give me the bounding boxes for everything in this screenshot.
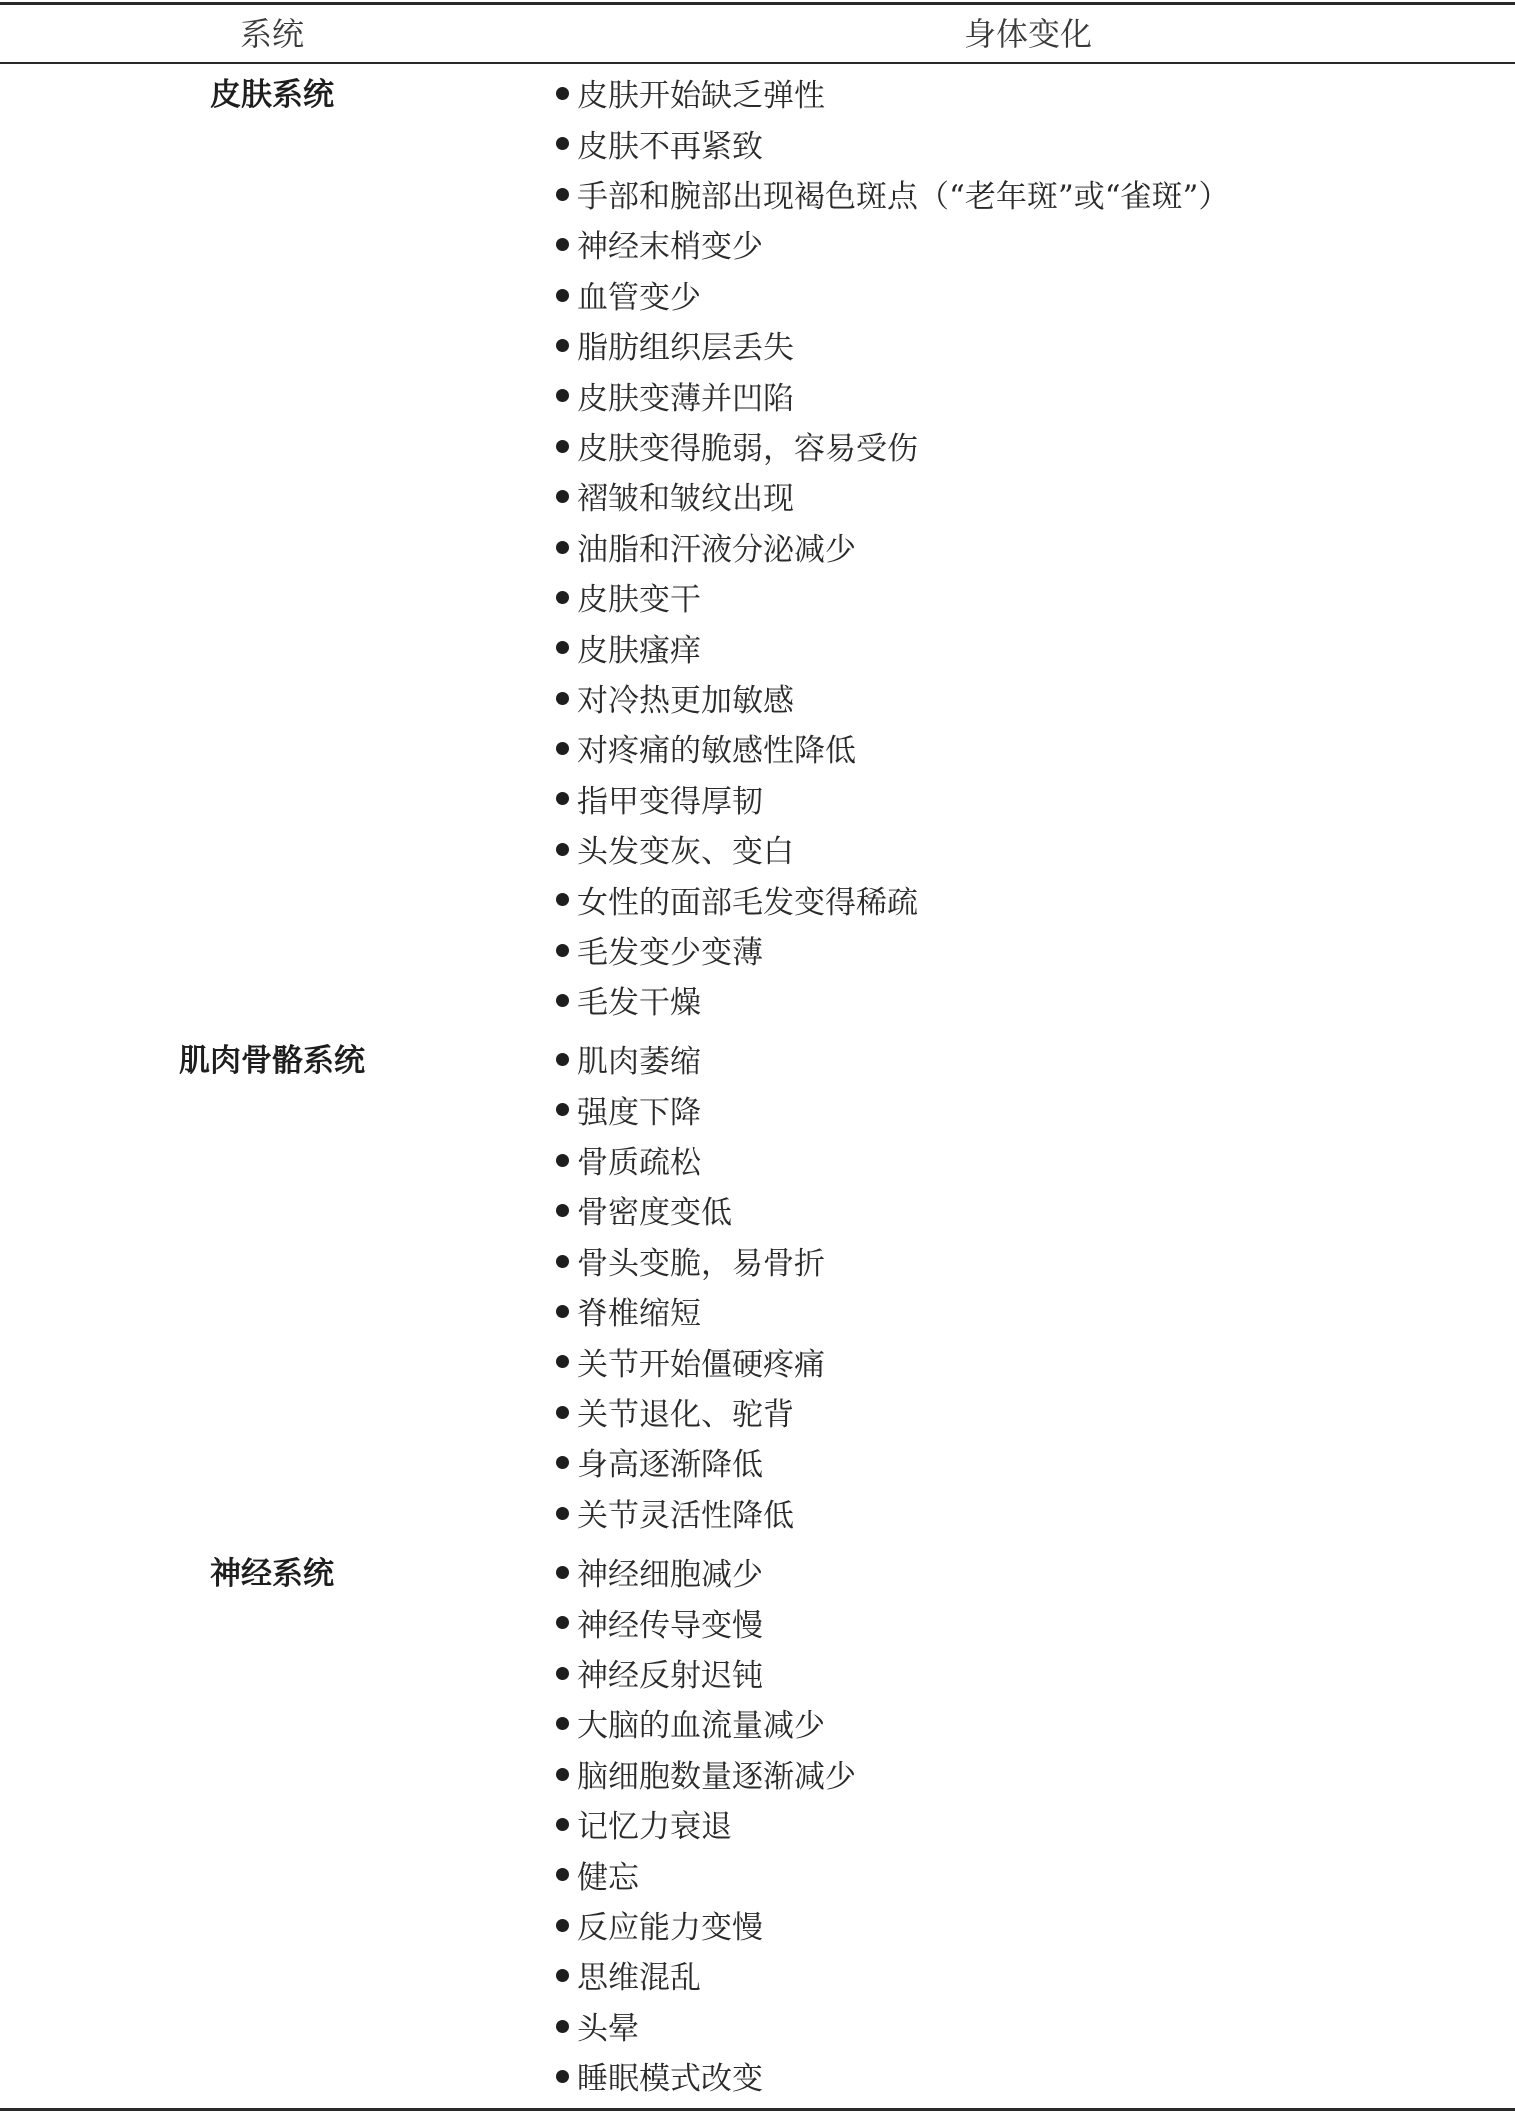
- list-item: [556, 1036, 825, 1086]
- list-item: [556, 1187, 825, 1237]
- change-text: 健忘: [577, 1859, 639, 1896]
- list-item: [556, 1902, 856, 1952]
- bullet-icon: [556, 2020, 569, 2033]
- bullet-icon: [556, 490, 569, 503]
- change-text: 脂肪组织层丢失: [577, 330, 794, 367]
- change-text: 毛发变少变薄: [577, 934, 763, 971]
- list-item: [556, 1751, 856, 1801]
- list-item: [556, 1851, 856, 1901]
- list-item: [556, 1389, 825, 1439]
- list-item: [556, 826, 1229, 876]
- bullet-icon: [556, 1969, 569, 1982]
- bullet-icon: [556, 188, 569, 201]
- list-item: [556, 1599, 856, 1649]
- change-text: 神经反射迟钝: [577, 1658, 763, 1695]
- list-item: [556, 927, 1229, 977]
- change-text: 骨质疏松: [577, 1145, 701, 1182]
- system-name: 皮肤系统: [210, 77, 334, 113]
- bullet-icon: [556, 742, 569, 755]
- change-text: 肌肉萎缩: [577, 1044, 701, 1081]
- bullet-icon: [556, 440, 569, 453]
- change-text: 手部和腕部出现褐色斑点（“老年斑”或“雀斑”）: [577, 179, 1230, 216]
- change-text: 脊椎缩短: [577, 1296, 701, 1333]
- list-item: [556, 322, 1229, 372]
- bullet-icon: [556, 339, 569, 352]
- changes-list: [556, 1036, 825, 1540]
- list-item: [556, 1952, 856, 2002]
- header-system: 系统: [239, 15, 304, 53]
- system-name: 肌肉骨骼系统: [179, 1043, 365, 1079]
- bullet-icon: [556, 1919, 569, 1932]
- list-item: [556, 1086, 825, 1136]
- table-top-rule: [0, 2, 1515, 5]
- bullet-icon: [556, 1053, 569, 1066]
- bullet-icon: [556, 289, 569, 302]
- bullet-icon: [556, 1406, 569, 1419]
- list-item: [556, 1490, 825, 1540]
- bullet-icon: [556, 87, 569, 100]
- bullet-icon: [556, 944, 569, 957]
- bullet-icon: [556, 1616, 569, 1629]
- change-text: 关节灵活性降低: [577, 1497, 794, 1534]
- bullet-icon: [556, 641, 569, 654]
- list-item: [556, 1288, 825, 1338]
- list-item: [556, 423, 1229, 473]
- change-text: 皮肤变得脆弱，容易受伤: [577, 431, 918, 468]
- list-item: [556, 1700, 856, 1750]
- bullet-icon: [556, 2070, 569, 2083]
- bullet-icon: [556, 541, 569, 554]
- change-text: 身高逐渐降低: [577, 1447, 763, 1484]
- list-item: [556, 2003, 856, 2053]
- list-item: [556, 272, 1229, 322]
- list-item: [556, 1338, 825, 1388]
- bullet-icon: [556, 1103, 569, 1116]
- bullet-icon: [556, 1868, 569, 1881]
- list-item: [556, 775, 1229, 825]
- list-item: [556, 574, 1229, 624]
- bullet-icon: [556, 1768, 569, 1781]
- change-text: 对冷热更加敏感: [577, 682, 794, 719]
- change-text: 骨头变脆，易骨折: [577, 1245, 825, 1282]
- bullet-icon: [556, 1818, 569, 1831]
- change-text: 神经末梢变少: [577, 229, 763, 266]
- list-item: [556, 120, 1229, 170]
- bullet-icon: [556, 1305, 569, 1318]
- list-item: [556, 624, 1229, 674]
- bullet-icon: [556, 994, 569, 1007]
- table-bottom-rule: [0, 2108, 1515, 2111]
- change-text: 皮肤瘙痒: [577, 632, 701, 669]
- change-text: 头发变灰、变白: [577, 834, 794, 871]
- change-text: 毛发干燥: [577, 985, 701, 1022]
- bullet-icon: [556, 792, 569, 805]
- change-text: 关节退化、驼背: [577, 1397, 794, 1434]
- list-item: [556, 372, 1229, 422]
- bullet-icon: [556, 137, 569, 150]
- bullet-icon: [556, 1204, 569, 1217]
- changes-list: [556, 1549, 856, 2103]
- change-text: 皮肤不再紧致: [577, 128, 763, 165]
- change-text: 皮肤变薄并凹陷: [577, 380, 794, 417]
- change-text: 大脑的血流量减少: [577, 1708, 825, 1745]
- bullet-icon: [556, 1566, 569, 1579]
- bullet-icon: [556, 843, 569, 856]
- bullet-icon: [556, 238, 569, 251]
- list-item: [556, 171, 1229, 221]
- system-name: 神经系统: [210, 1556, 334, 1592]
- bullet-icon: [556, 1154, 569, 1167]
- change-text: 油脂和汗液分泌减少: [577, 531, 856, 568]
- header-body-changes: 身体变化: [963, 15, 1092, 53]
- bullet-icon: [556, 591, 569, 604]
- list-item: [556, 1801, 856, 1851]
- list-item: [556, 675, 1229, 725]
- list-item: [556, 473, 1229, 523]
- change-text: 思维混乱: [577, 1960, 701, 1997]
- change-text: 血管变少: [577, 279, 701, 316]
- list-item: [556, 1549, 856, 1599]
- change-text: 皮肤开始缺乏弹性: [577, 78, 825, 115]
- change-text: 对疼痛的敏感性降低: [577, 733, 856, 770]
- list-item: [556, 221, 1229, 271]
- change-text: 强度下降: [577, 1094, 701, 1131]
- list-item: [556, 876, 1229, 926]
- changes-list: [556, 70, 1229, 1027]
- bullet-icon: [556, 1255, 569, 1268]
- bullet-icon: [556, 1456, 569, 1469]
- change-text: 神经细胞减少: [577, 1557, 763, 1594]
- change-text: 神经传导变慢: [577, 1607, 763, 1644]
- change-text: 褶皱和皱纹出现: [577, 481, 794, 518]
- list-item: [556, 70, 1229, 120]
- change-text: 记忆力衰退: [577, 1809, 732, 1846]
- list-item: [556, 1650, 856, 1700]
- change-text: 关节开始僵硬疼痛: [577, 1346, 825, 1383]
- table-header-rule: [0, 62, 1515, 64]
- bullet-icon: [556, 1717, 569, 1730]
- list-item: [556, 1439, 825, 1489]
- bullet-icon: [556, 389, 569, 402]
- bullet-icon: [556, 1667, 569, 1680]
- change-text: 脑细胞数量逐渐减少: [577, 1758, 856, 1795]
- bullet-icon: [556, 1507, 569, 1520]
- list-item: [556, 524, 1229, 574]
- change-text: 皮肤变干: [577, 582, 701, 619]
- change-text: 指甲变得厚韧: [577, 783, 763, 820]
- bullet-icon: [556, 1355, 569, 1368]
- bullet-icon: [556, 893, 569, 906]
- change-text: 头晕: [577, 2010, 639, 2047]
- list-item: [556, 1238, 825, 1288]
- change-text: 女性的面部毛发变得稀疏: [577, 884, 918, 921]
- bullet-icon: [556, 692, 569, 705]
- change-text: 骨密度变低: [577, 1195, 732, 1232]
- list-item: [556, 725, 1229, 775]
- change-text: 睡眠模式改变: [577, 2061, 763, 2098]
- change-text: 反应能力变慢: [577, 1910, 763, 1947]
- list-item: [556, 977, 1229, 1027]
- list-item: [556, 2053, 856, 2103]
- list-item: [556, 1137, 825, 1187]
